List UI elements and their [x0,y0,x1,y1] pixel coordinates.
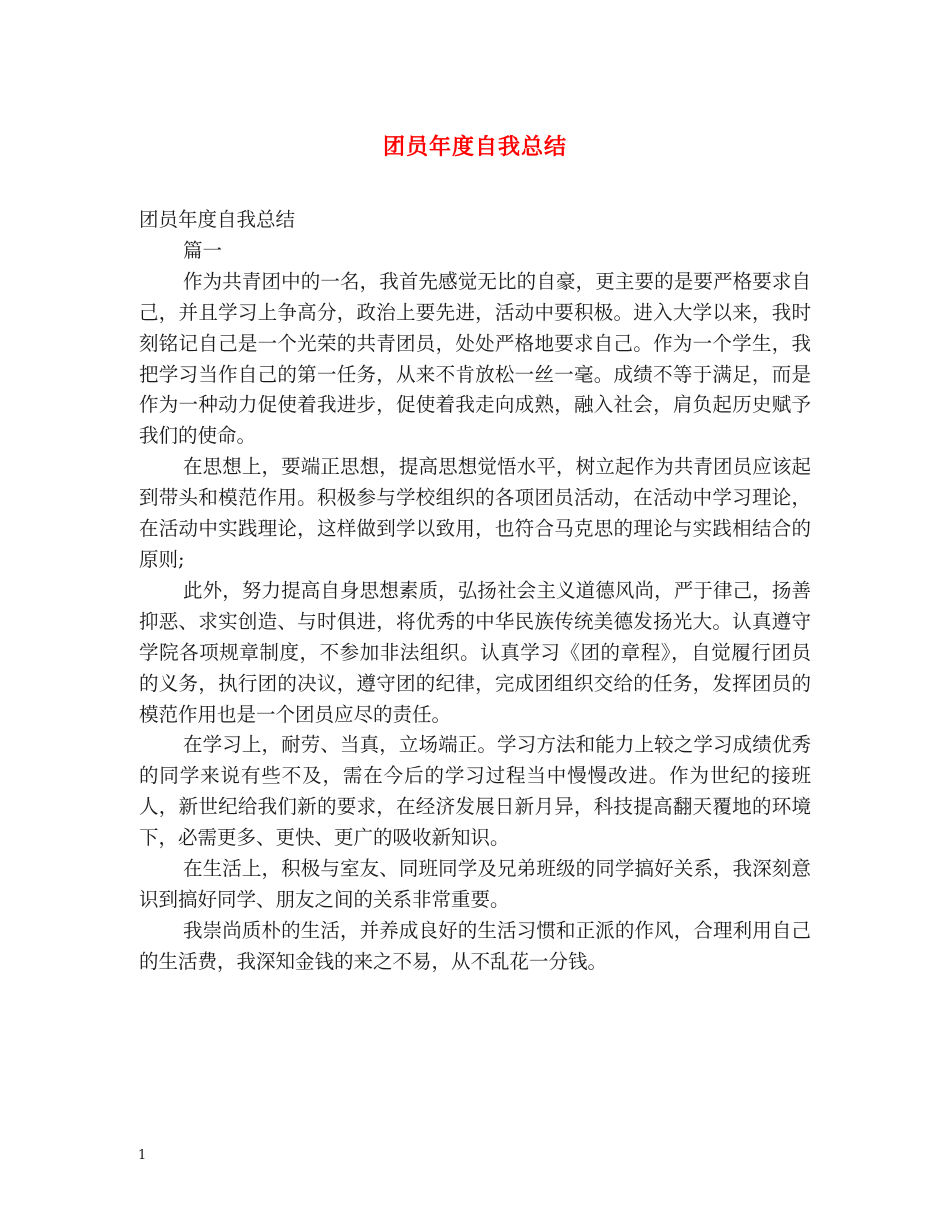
paragraph-thought: 在思想上，要端正思想，提高思想觉悟水平，树立起作为共青团员应该起到带头和模范作用。积极参与学校组织的各项团员活动，在活动中学习理论，在活动中实践理论，这样做到学以致用，也符合马克思的理论与实践相结合的原则; [139,455,811,571]
paragraph-life: 在生活上，积极与室友、同班同学及兄弟班级的同学搞好关系，我深刻意识到搞好同学、朋友之间的关系非常重要。 [139,857,811,911]
document-body [139,205,811,978]
paragraph-study: 在学习上，耐劳、当真，立场端正。学习方法和能力上较之学习成绩优秀的同学来说有些不及，需在今后的学习过程当中慢慢改进。作为世纪的接班人，新世纪给我们新的要求，在经济发展日新月异，科技提高翻天覆地的环境下，必需更多、更快、更广的吸收新知识。 [139,733,811,850]
paragraph-frugality: 我崇尚质朴的生活，并养成良好的生活习惯和正派的作风，合理利用自己的生活费，我深知金钱的来之不易，从不乱花一分钱。 [139,918,811,973]
paragraph-morality: 此外，努力提高自身思想素质，弘扬社会主义道德风尚，严于律己，扬善抑恶、求实创造、与时俱进，将优秀的中华民族传统美德发扬光大。认真遵守学院各项规章制度，不参加非法组织。认真学习《团的章程》，自觉履行团员的义务，执行团的决议，遵守团的纪律，完成团组织交给的任务，发挥团员的模范作用也是一个团员应尽的责任。 [139,578,811,726]
section-label: 篇一 [183,238,223,262]
page-number: 1 [138,1148,147,1163]
paragraph-intro: 作为共青团中的一名，我首先感觉无比的自豪，更主要的是要严格要求自己，并且学习上争高分，政治上要先进，活动中要积极。进入大学以来，我时刻铭记自己是一个光荣的共青团员，处处严格地要求自己。作为一个学生，我把学习当作自己的第一任务，从来不肯放松一丝一毫。成绩不等于满足，而是作为一种动力促使着我进步，促使着我走向成熟，融入社会，肩负起历史赋予我们的使命。 [139,269,811,448]
body-heading: 团员年度自我总结 [139,208,296,231]
document-title: 团员年度自我总结 [382,135,567,160]
